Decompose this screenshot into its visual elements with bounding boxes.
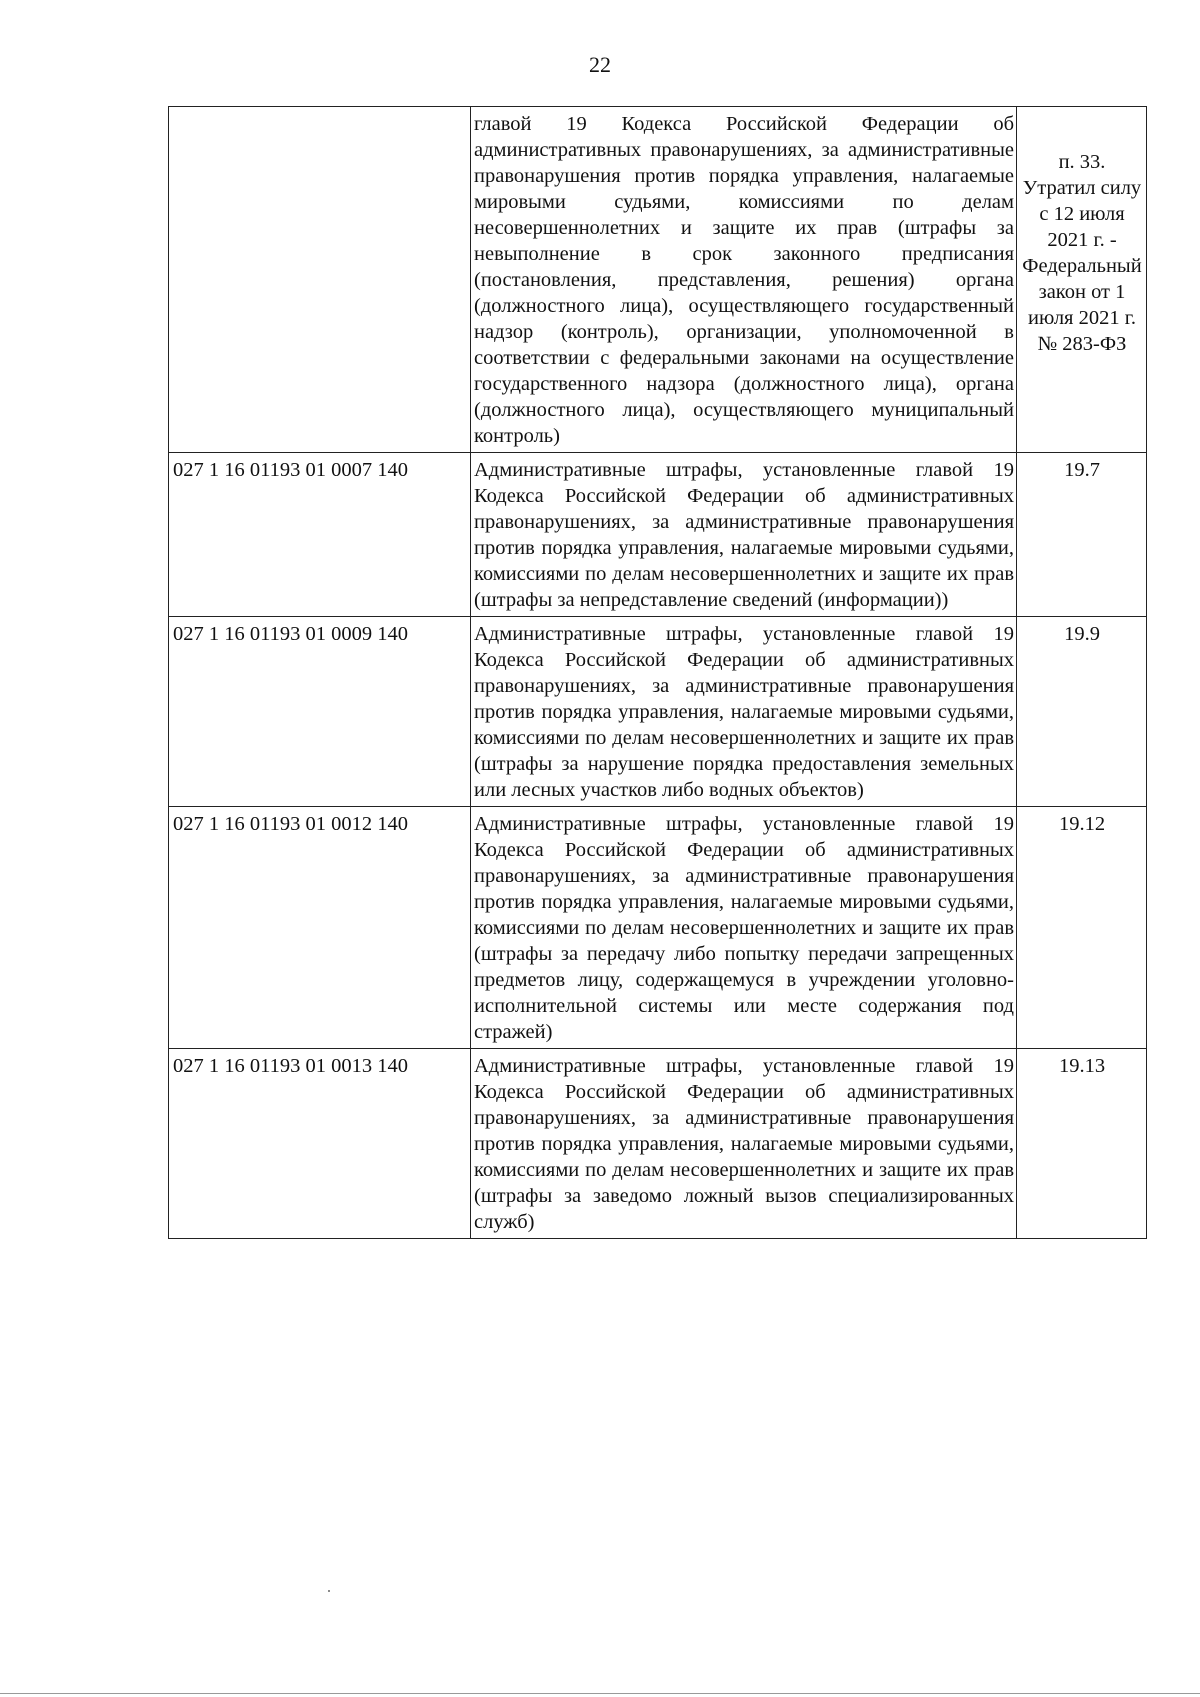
table-row [169,1049,1147,1239]
article-note-cell: п. 33. Утратил силу с 12 июля 2021 г. - Федеральный закон от 1 июля 2021 г. № 283-ФЗ [1017,107,1147,453]
description-cell: Административные штрафы, установленные главой 19 Кодекса Российской Федерации об административных правонарушениях, за административные правонарушения против порядка управления, налагаемые мировыми судьями, комиссиями по делам несовершеннолетних и защите их прав (штрафы за нарушение порядка предоставления земельных или лесных участков либо водных объектов) [471,617,1017,807]
budget-code-cell: 027 1 16 01193 01 0009 140 [169,617,471,807]
table-row [169,107,1147,453]
description-cell: Административные штрафы, установленные главой 19 Кодекса Российской Федерации об административных правонарушениях, за административные правонарушения против порядка управления, налагаемые мировыми судьями, комиссиями по делам несовершеннолетних и защите их прав (штрафы за непредставление сведений (информации)) [471,453,1017,617]
page-number: 22 [589,52,611,77]
scan-edge-line [0,1693,1200,1694]
description-cell: Административные штрафы, установленные главой 19 Кодекса Российской Федерации об административных правонарушениях, за административные правонарушения против порядка управления, налагаемые мировыми судьями, комиссиями по делам несовершеннолетних и защите их прав (штрафы за передачу либо попытку передачи запрещенных предметов лицу, содержащемуся в учреждении уголовно-исполнительной системы или месте содержания под стражей) [471,807,1017,1049]
fines-table [168,106,1147,1239]
article-cell: 19.9 [1017,617,1147,807]
budget-code-cell: 027 1 16 01193 01 0012 140 [169,807,471,1049]
table-row [169,807,1147,1049]
description-cell: Административные штрафы, установленные главой 19 Кодекса Российской Федерации об административных правонарушениях, за административные правонарушения против порядка управления, налагаемые мировыми судьями, комиссиями по делам несовершеннолетних и защите их прав (штрафы за заведомо ложный вызов специализированных служб) [471,1049,1017,1239]
article-cell: 19.13 [1017,1049,1147,1239]
budget-code-cell: 027 1 16 01193 01 0013 140 [169,1049,471,1239]
scan-speck [328,1590,330,1592]
table-row [169,617,1147,807]
budget-code-cell [169,107,471,453]
article-cell: 19.7 [1017,453,1147,617]
budget-code-cell: 027 1 16 01193 01 0007 140 [169,453,471,617]
description-cell: главой 19 Кодекса Российской Федерации об административных правонарушениях, за административные правонарушения против порядка управления, налагаемые мировыми судьями, комиссиями по делам несовершеннолетних и защите их прав (штрафы за невыполнение в срок законного предписания (постановления, представления, решения) органа (должностного лица), осуществляющего государственный надзор (контроль), организации, уполномоченной в соответствии с федеральными законами на осуществление государственного надзора (должностного лица), органа (должностного лица), осуществляющего муниципальный контроль) [471,107,1017,453]
article-cell: 19.12 [1017,807,1147,1049]
table-row [169,453,1147,617]
